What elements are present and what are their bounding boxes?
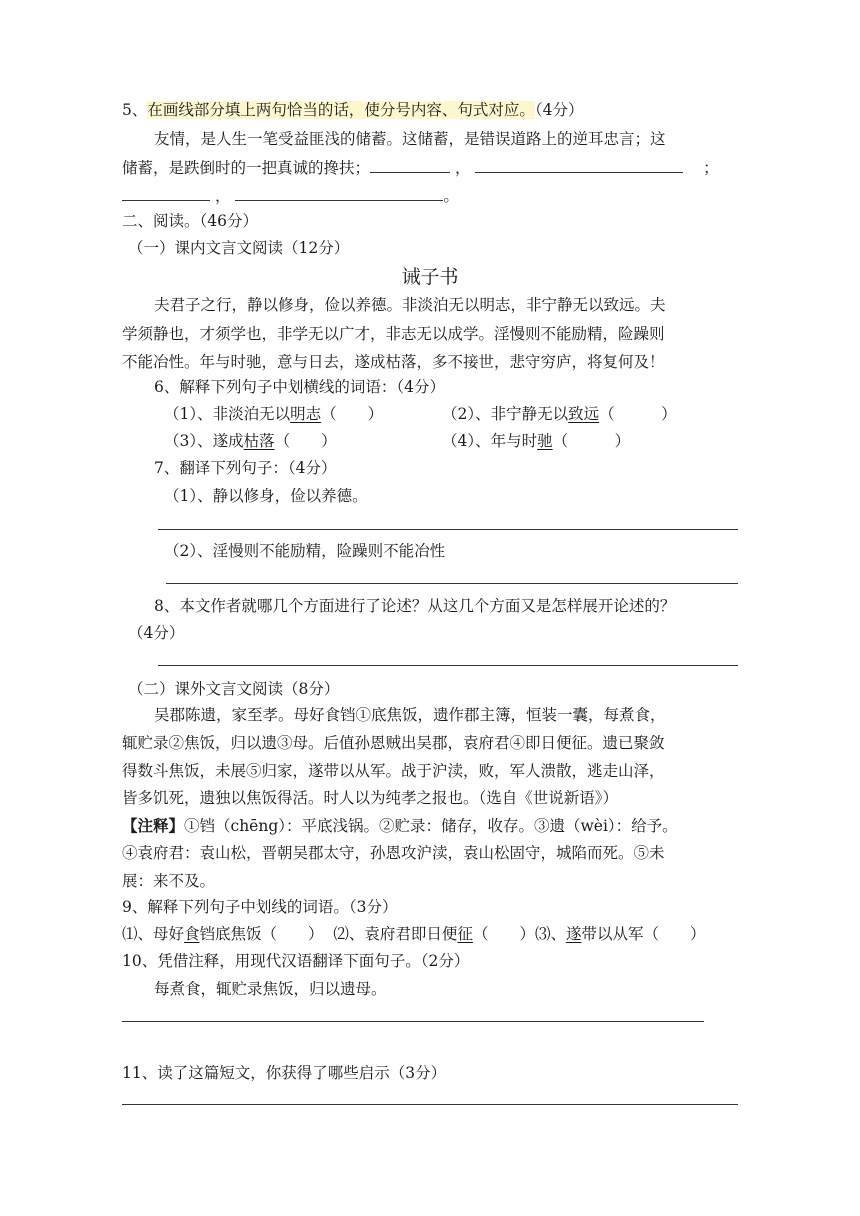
q5-comma: ， xyxy=(454,159,471,177)
q6-item-4: （4）、年与时驰（ ） xyxy=(442,432,631,450)
notes-line-1: 【注释】①铛（chēng）：平底浅锅。②贮录：储存，收存。③遗（wèi）：给予。 xyxy=(122,816,678,835)
q5-semicolon: ； xyxy=(703,159,719,177)
q6-prompt: 6、解释下列句子中划横线的词语：（4分） xyxy=(154,378,445,396)
q6-item-4-word: 驰 xyxy=(537,432,553,450)
passage-title: 诫子书 xyxy=(401,266,459,288)
q6-item-2-word: 致远 xyxy=(568,405,600,423)
q6-item-1-answer[interactable]: （ ） xyxy=(321,405,384,423)
q5-blank-4[interactable] xyxy=(235,186,443,201)
q5-number: 5、 xyxy=(122,101,148,119)
q5-blank-3[interactable] xyxy=(122,186,210,201)
notes-line-3: 展：来不及。 xyxy=(122,872,216,890)
q11-answer-line[interactable] xyxy=(122,1104,738,1105)
q10-prompt: 10、凭借注释，用现代汉语翻译下面句子。（2分） xyxy=(122,952,470,970)
passage-2-line-1: 吴郡陈遗，家至孝。母好食铛①底焦饭，遗作郡主簿，恒装一囊，每煮食， xyxy=(154,706,666,724)
q6-item-2: （2）、非宁静无以致远（ ） xyxy=(442,405,677,423)
q9-item-2-word: 征 xyxy=(457,925,473,943)
section-2-heading: 二、阅读。（46分） xyxy=(122,212,258,230)
q6-item-4-answer[interactable]: （ ） xyxy=(552,432,631,450)
q8-prompt-line-2: （4分） xyxy=(128,624,185,642)
q9-prompt: 9、解释下列句子中划线的词语。（3分） xyxy=(122,898,398,916)
q5-instruction: 在画线部分填上两句恰当的话，使分号内容、句式对应。 xyxy=(147,101,535,119)
q5-comma-2: ， xyxy=(214,187,231,205)
q6-item-3-word: 枯落 xyxy=(243,432,275,450)
q8-answer-line[interactable] xyxy=(158,665,738,666)
q6-item-1: （1）、非淡泊无以明志（ ） xyxy=(164,405,384,423)
q5-score: （4分） xyxy=(534,101,584,119)
passage-1-line-2: 学须静也，才须学也，非学无以广才，非志无以成学。淫慢则不能励精，险躁则 xyxy=(122,325,665,343)
q10-sentence: 每煮食，辄贮录焦饭，归以遗母。 xyxy=(154,980,387,998)
q6-item-3: （3）、遂成枯落（ ） xyxy=(164,432,337,450)
q5-text: 储蓄，是跌倒时的一把真诚的搀扶； xyxy=(122,159,371,177)
q7-prompt: 7、翻译下列句子：（4分） xyxy=(154,459,337,477)
passage-2-line-3: 得数斗焦饭，未展⑤归家，遂带以从军。战于沪渎，败，军人溃散，逃走山泽， xyxy=(122,762,665,780)
q10-answer-line[interactable] xyxy=(122,1021,704,1022)
notes-tag: 【注释】 xyxy=(122,816,185,835)
part-1-heading: （一）课内文言文阅读（12分） xyxy=(128,239,350,257)
q7-answer-line-2[interactable] xyxy=(166,583,738,584)
q7-sentence-1: （1）、静以修身，俭以养德。 xyxy=(164,487,368,505)
q5-paragraph-line-3 xyxy=(122,186,459,206)
q6-item-1-word: 明志 xyxy=(290,405,322,423)
passage-2-line-4: 皆多饥死，遗独以焦饭得活。时人以为纯孝之报也。（选自《世说新语》） xyxy=(122,789,619,807)
q7-sentence-2: （2）、淫慢则不能励精，险躁则不能冶性 xyxy=(164,542,446,560)
q6-item-2-answer[interactable]: （ ） xyxy=(599,405,677,423)
q5-blank-1[interactable] xyxy=(370,158,450,173)
q9-items: ⑴、母好食铛底焦饭（ ） ⑵、袁府君即日便征（ ）⑶、遂带以从军（ ） xyxy=(122,925,706,943)
q5-paragraph-line-2 xyxy=(122,158,719,178)
q5-period: 。 xyxy=(443,187,459,205)
notes-line-2: ④袁府君：袁山松，晋朝吴郡太守，孙恩攻沪渎，袁山松固守，城陷而死。⑤未 xyxy=(122,844,665,862)
passage-1-line-3: 不能冶性。年与时驰，意与日去，遂成枯落，多不接世，悲守穷庐，将复何及！ xyxy=(122,353,665,371)
q9-item-3-word: 遂 xyxy=(565,925,582,943)
q9-item-3-answer[interactable]: 带以从军（ ） xyxy=(581,925,706,943)
q8-prompt-line-1: 8、本文作者就哪几个方面进行了论述？从这几个方面又是怎样展开论述的？ xyxy=(154,597,676,615)
q5-blank-2[interactable] xyxy=(475,158,683,173)
q9-item-2-answer[interactable]: （ ） xyxy=(472,925,535,943)
q7-answer-line-1[interactable] xyxy=(158,529,738,530)
q6-item-3-answer[interactable]: （ ） xyxy=(274,432,337,450)
passage-1-line-1: 夫君子之行，静以修身，俭以养德。非淡泊无以明志，非宁静无以致远。夫 xyxy=(154,296,666,314)
q5-paragraph-line-1: 友情，是人生一笔受益匪浅的储蓄。这储蓄，是错误道路上的逆耳忠言；这 xyxy=(154,130,666,148)
q11-prompt: 11、读了这篇短文，你获得了哪些启示（3分） xyxy=(122,1064,447,1082)
part-2-heading: （二）课外文言文阅读（8分） xyxy=(128,680,340,698)
q5-prompt xyxy=(122,100,584,120)
q9-item-1-answer[interactable]: 铛底焦饭（ ） xyxy=(199,925,324,943)
q9-item-1-word: 食 xyxy=(184,925,200,943)
passage-2-line-2: 辄贮录②焦饭，归以遗③母。后值孙恩贼出吴郡，袁府君④即日便征。遗已聚敛 xyxy=(122,734,665,752)
